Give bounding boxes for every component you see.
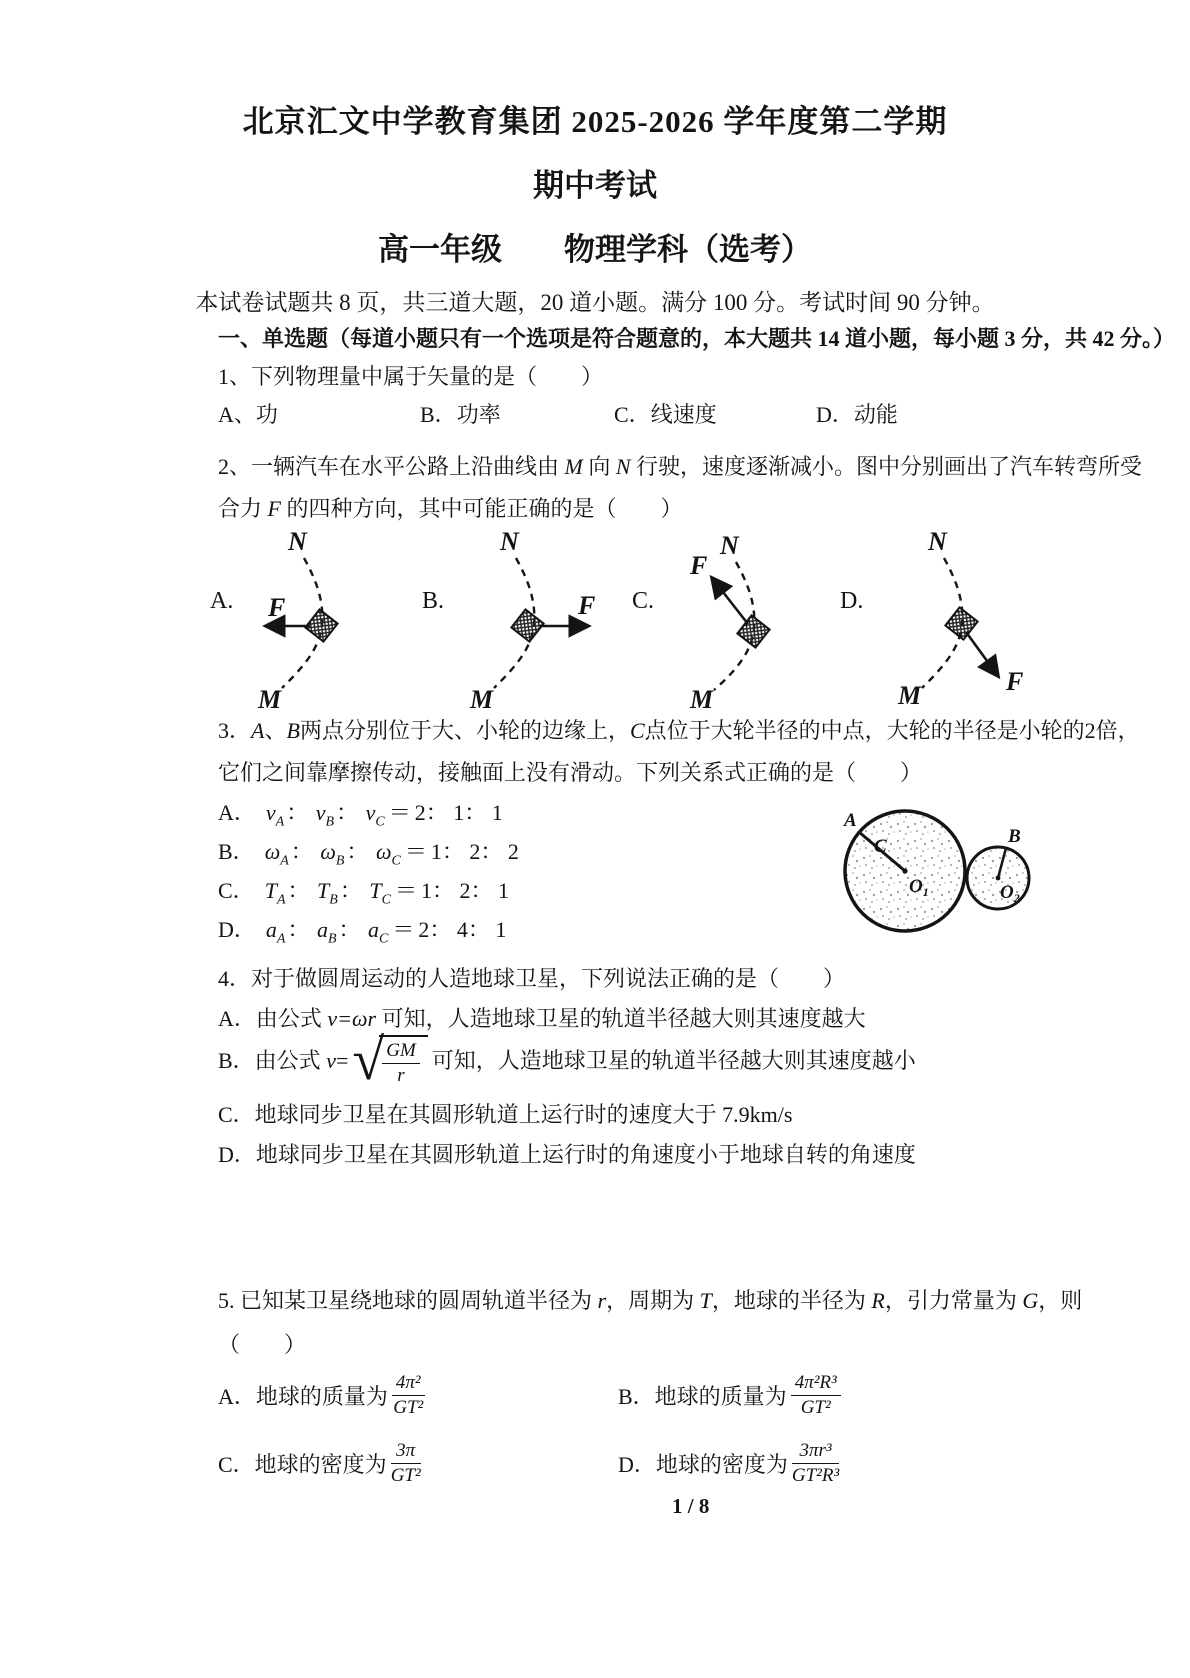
- fraction-numerator: 3π: [391, 1440, 421, 1464]
- q3-sub: C: [375, 814, 385, 830]
- q3-sub: A: [280, 853, 289, 869]
- inline-text: ，周期为: [606, 1288, 700, 1313]
- q1-option-b-label: B．: [420, 402, 457, 427]
- q1-option-b: [420, 398, 501, 429]
- q3-eq: ＝: [388, 800, 411, 825]
- q5-stem-line1: [218, 1284, 1082, 1315]
- q3-option-b-label: B．: [218, 839, 255, 864]
- q5-option-c-fraction: [391, 1440, 421, 1487]
- q5-option-b-fraction: [791, 1372, 841, 1419]
- inline-variable: R: [871, 1288, 885, 1313]
- exam-title-line2: 期中考试: [533, 168, 657, 203]
- q3-sub: B: [335, 853, 345, 869]
- q3-sub: A: [275, 814, 285, 830]
- car-box: [511, 609, 543, 641]
- inline-variable: r: [597, 1288, 607, 1313]
- q4-option-b-suffix: 可知，人造地球卫星的轨道半径越大则其速度越小: [431, 1048, 916, 1074]
- q4-option-b: [218, 1027, 916, 1092]
- label-o2: $O_2$: [1000, 882, 1020, 905]
- fraction-denominator: GT²: [800, 1396, 831, 1418]
- fraction-denominator: GT²R³: [791, 1464, 840, 1486]
- sqrt-expression: [352, 1027, 427, 1092]
- q1-option-a-text: 功: [255, 402, 278, 427]
- force-arrow-down-right: [966, 632, 998, 676]
- q3-sep: ：: [346, 839, 374, 864]
- q5-option-b-text: B．地球的质量为: [618, 1383, 787, 1409]
- center-o1-dot: [902, 868, 907, 873]
- car-box: [305, 609, 337, 641]
- fraction-numerator: 4π²R³: [791, 1372, 841, 1396]
- inline-variable: M: [564, 454, 583, 479]
- label-n: N: [928, 527, 947, 556]
- label-c: C: [874, 836, 887, 857]
- q2-figure-d-label: D.: [840, 588, 864, 614]
- inline-text: 、: [264, 718, 287, 743]
- fraction-denominator: r: [397, 1064, 405, 1086]
- q2-figure-c-label: C.: [632, 588, 655, 614]
- q3-sep: ：: [287, 878, 316, 903]
- inline-text: 可知，人造地球卫星的轨道半径越大则其速度越大: [376, 1006, 866, 1031]
- q3-var: a: [265, 917, 277, 942]
- q3-ratio: 2： 1： 1: [414, 800, 503, 825]
- q2-figure-d-diagram: [872, 526, 1042, 721]
- fraction-denominator: GT²: [390, 1464, 421, 1486]
- grade-subject-line: 高一年级 物理学科（选考）: [378, 232, 812, 267]
- inline-text: ，引力常量为: [884, 1288, 1023, 1313]
- q3-ratio: 2： 4： 1: [418, 917, 507, 942]
- label-m: M: [690, 685, 714, 714]
- q1-stem: 1、下列物理量中属于矢量的是（ ）: [218, 364, 604, 389]
- radicand: [379, 1035, 428, 1087]
- q2-stem-line1: [218, 450, 1142, 481]
- label-f: F: [1006, 667, 1024, 696]
- inline-text: ，地球的半径为: [711, 1288, 872, 1313]
- q1-option-a: [218, 398, 278, 429]
- inline-variable: N: [615, 454, 631, 479]
- car-box: [737, 615, 769, 647]
- q3-var: v: [365, 800, 376, 825]
- q3-sub: A: [276, 892, 286, 908]
- inline-text: 2、一辆汽车在水平公路上沿曲线由: [218, 454, 565, 479]
- q3-stem-line2: 它们之间靠摩擦传动，接触面上没有滑动。下列关系式正确的是（ ）: [218, 760, 923, 785]
- q2-figure-b: [418, 526, 608, 721]
- q2-figure-a: [206, 526, 396, 721]
- q3-option-d-label: D．: [218, 917, 256, 942]
- label-f: F: [690, 551, 708, 580]
- q4-stem: 4．对于做圆周运动的人造地球卫星，下列说法正确的是（ ）: [218, 966, 846, 991]
- label-f: F: [578, 591, 596, 620]
- q3-wheels-figure: [810, 786, 1045, 946]
- q3-sub: C: [391, 853, 401, 869]
- label-a: A: [844, 810, 857, 831]
- exam-title-line1: 北京汇文中学教育集团 2025-2026 学年度第二学期: [242, 104, 948, 139]
- inline-variable: F: [267, 496, 281, 521]
- q1-option-c-text: 线速度: [650, 402, 717, 427]
- section-1-heading: 一、单选题（每道小题只有一个选项是符合题意的，本大题共 14 道小题，每小题 3 分，共 42 分。）: [218, 326, 1176, 351]
- q1-option-d-label: D．: [816, 402, 854, 427]
- inline-variable: T: [699, 1288, 712, 1313]
- q2-figure-b-diagram: [454, 526, 619, 721]
- label-m: M: [470, 685, 494, 714]
- q2-figure-c-diagram: [664, 526, 824, 721]
- fraction-numerator: 3πr³: [792, 1440, 839, 1464]
- inline-text: ，则: [1038, 1288, 1083, 1313]
- q3-sep: ：: [290, 839, 319, 864]
- q4-option-a: [218, 1002, 866, 1033]
- inline-variable: C: [629, 718, 645, 743]
- label-n: N: [720, 531, 739, 560]
- q3-var: ω: [320, 839, 336, 864]
- q4-option-c: C．地球同步卫星在其圆形轨道上运行时的速度大于 7.9km/s: [218, 1102, 793, 1127]
- label-b: B: [1008, 826, 1021, 847]
- q5-option-b: [618, 1372, 841, 1419]
- car-box: [945, 607, 977, 639]
- q5-option-d-fraction: [792, 1440, 839, 1487]
- q2-figure-d: [836, 526, 1026, 721]
- fraction-numerator: 4π²: [392, 1372, 425, 1396]
- q3-var: T: [369, 878, 382, 903]
- q3-sub: B: [327, 931, 337, 947]
- q1-option-c-label: C．: [614, 402, 651, 427]
- q3-eq: ＝: [392, 917, 415, 942]
- q4-option-b-prefix: [218, 1044, 348, 1075]
- q5-option-d: [618, 1440, 839, 1487]
- label-f: F: [268, 593, 286, 622]
- center-o2-dot: [996, 876, 1001, 881]
- q3-option-a: [218, 796, 503, 830]
- inline-variable: B: [286, 718, 300, 743]
- inline-text: 合力: [218, 496, 268, 521]
- q3-ratio: 1： 2： 2: [430, 839, 519, 864]
- inline-variable: v=ωr: [327, 1006, 377, 1031]
- q3-eq: ＝: [394, 878, 417, 903]
- q3-option-d: [218, 913, 506, 947]
- label-m: M: [898, 681, 922, 710]
- inline-text: B．由公式: [218, 1048, 327, 1074]
- inline-text: 的四种方向，其中可能正确的是（ ）: [280, 496, 683, 521]
- q3-var: v: [315, 800, 326, 825]
- fraction-numerator: GM: [382, 1040, 420, 1064]
- q3-option-c: [218, 874, 509, 908]
- q3-sep: ：: [339, 878, 368, 903]
- q5-stem-line2: （ ）: [218, 1332, 307, 1357]
- inline-text: 两点分别位于大、小轮的边缘上，: [299, 718, 630, 743]
- inline-text: 向: [582, 454, 616, 479]
- inline-text: 行驶，速度逐渐减小。图中分别画出了汽车转弯所受: [630, 454, 1143, 479]
- q5-option-a-fraction: [392, 1372, 425, 1419]
- q1-option-d-text: 动能: [853, 402, 898, 427]
- inline-text: 点位于大轮半径的中点，大轮的半径是小轮的2倍，: [644, 718, 1140, 743]
- label-n: N: [500, 527, 519, 556]
- q2-figure-a-label: A.: [210, 588, 234, 614]
- q2-figure-a-diagram: [242, 526, 397, 721]
- q3-option-b: [218, 835, 519, 869]
- q3-var: ω: [264, 839, 281, 864]
- radical-sign: √: [352, 1027, 385, 1092]
- q3-option-c-label: C．: [218, 878, 255, 903]
- label-n: N: [288, 527, 307, 556]
- inline-text: 3．: [218, 718, 252, 743]
- inline-text: 5. 已知某卫星绕地球的圆周轨道半径为: [218, 1288, 598, 1313]
- q3-sep: ：: [336, 800, 364, 825]
- force-arrow-up-left: [712, 578, 748, 624]
- q2-stem-line2: [218, 492, 682, 523]
- q2-figure-b-label: B.: [422, 588, 445, 614]
- q5-option-c-text: C．地球的密度为: [218, 1451, 387, 1477]
- fraction-denominator: GT²: [393, 1396, 424, 1418]
- q3-sep: ：: [286, 800, 314, 825]
- inline-text: =: [335, 1048, 349, 1074]
- q4-option-d: D．地球同步卫星在其圆形轨道上运行时的角速度小于地球自转的角速度: [218, 1142, 916, 1167]
- inline-variable: v: [326, 1048, 336, 1074]
- inline-text: A．由公式: [218, 1006, 328, 1031]
- page-number: 1 / 8: [672, 1494, 710, 1518]
- q3-sub: A: [276, 931, 286, 947]
- q5-option-a: [218, 1372, 425, 1419]
- q3-sub: C: [379, 931, 389, 947]
- q3-var: ω: [375, 839, 392, 864]
- q5-option-d-text: D．地球的密度为: [618, 1451, 788, 1477]
- q3-var: T: [317, 878, 330, 903]
- q5-option-a-text: A．地球的质量为: [218, 1383, 388, 1409]
- q3-option-a-label: A．: [218, 800, 256, 825]
- q3-sub: B: [325, 814, 335, 830]
- q1-option-b-text: 功率: [456, 402, 501, 427]
- q3-sub: C: [381, 892, 391, 908]
- q3-var: T: [264, 878, 277, 903]
- inline-variable: A: [251, 718, 265, 743]
- q1-option-a-label: A、: [218, 402, 256, 427]
- q3-var: a: [368, 917, 380, 942]
- q1-option-c: [614, 398, 717, 429]
- q3-sep: ：: [287, 917, 315, 942]
- label-o1: $O_1$: [909, 876, 929, 899]
- exam-info-line: 本试卷试题共 8 页，共三道大题，20 道小题。满分 100 分。考试时间 90 分钟。: [195, 290, 995, 315]
- q2-figure-c: [628, 526, 818, 721]
- label-m: M: [258, 685, 282, 714]
- q3-eq: ＝: [404, 839, 427, 864]
- q3-stem-line1: [218, 714, 1140, 745]
- q3-ratio: 1： 2： 1: [420, 878, 509, 903]
- q3-var: v: [265, 800, 276, 825]
- fraction-gm-r: [382, 1040, 420, 1087]
- q3-sep: ：: [338, 917, 367, 942]
- q3-sub: B: [329, 892, 338, 908]
- inline-variable: G: [1022, 1288, 1039, 1313]
- q5-option-c: [218, 1440, 421, 1487]
- q3-var: a: [316, 917, 328, 942]
- q1-option-d: [816, 398, 898, 429]
